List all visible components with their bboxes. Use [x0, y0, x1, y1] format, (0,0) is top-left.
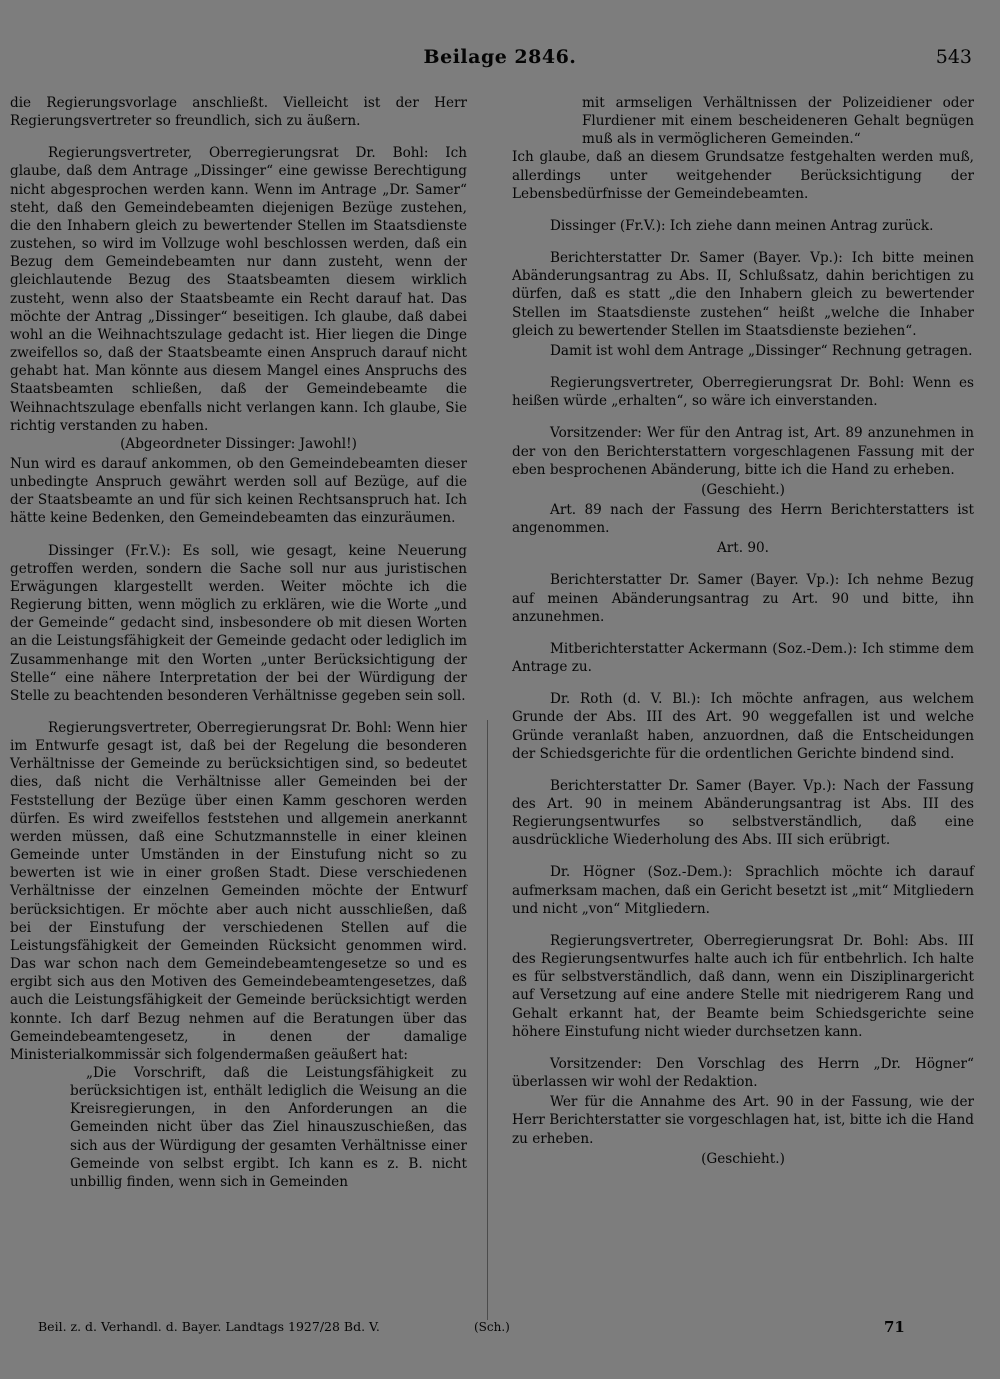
- paragraph: Vorsitzender: Wer für den Antrag ist, Art. 89 anzunehmen in der von den Berichterstattern vorgeschlagenen Fassung mit der eben besprochenen Abänderung, bitte ich die Hand zu erheben.: [512, 425, 974, 478]
- paragraph: Regierungsvertreter, Oberregierungsrat Dr. Bohl: Wenn es heißen würde „erhalten“, so wäre ich einverstanden.: [512, 375, 974, 410]
- paragraph: Dr. Högner (Soz.-Dem.): Sprachlich möchte ich darauf aufmerksam machen, daß ein Gericht besetzt ist „mit“ Mitgliedern und nicht „von“ Mitgliedern.: [512, 864, 974, 917]
- right-column: [512, 94, 974, 1182]
- paragraph: Wer für die Annahme des Art. 90 in der Fassung, wie der Herr Berichterstatter sie vorgeschlagen hat, ist, bitte ich die Hand zu erheben.: [512, 1094, 974, 1147]
- section-heading: Art. 90.: [716, 540, 770, 557]
- interjection: (Geschieht.): [701, 481, 785, 498]
- paragraph: Dissinger (Fr.V.): Ich ziehe dann meinen Antrag zurück.: [550, 217, 934, 234]
- column-divider: [487, 720, 488, 1320]
- paragraph: Nun wird es darauf ankommen, ob den Gemeindebeamten dieser unbedingte Anspruch gewährt werden soll auf Bezüge, auf die der Staatsbeamte an und für sich keinen Rechtsanspruch hat. Ich hätte keine Bedenken, den Gemeindebeamten das einzuräumen.: [10, 455, 467, 527]
- paragraph: Mitberichterstatter Ackermann (Soz.-Dem.): Ich stimme dem Antrage zu.: [512, 640, 974, 676]
- footer-signature: (Sch.): [474, 1320, 510, 1334]
- paragraph: Art. 89 nach der Fassung des Herrn Berichterstatters ist angenommen.: [512, 501, 974, 537]
- page-number: 543: [935, 46, 972, 68]
- paragraph: Damit ist wohl dem Antrage „Dissinger“ Rechnung getragen.: [550, 342, 973, 359]
- paragraph: Dissinger (Fr.V.): Es soll, wie gesagt, keine Neuerung getroffen werden, sondern die Sache soll nur aus juristischen Erwägungen klargestellt werden. Weiter möchte ich die Regierung bitten, wenn möglich zu erklären, wie die Worte „und der Gemeinde“ gedacht sind, insbesondere ob mit diesen Worten an die Leistungsfähigkeit der Gemeinde gedacht oder lediglich im Zusammenhange mit den Worten „unter Berücksichtigung der Stelle“ eine nähere Interpretation der bei der Würdigung der Stelle zu beachtenden besonderen Verhältnisse gegeben sein soll.: [10, 542, 467, 704]
- paragraph: Berichterstatter Dr. Samer (Bayer. Vp.): Ich bitte meinen Abänderungsantrag zu Abs. II, Schlußsatz, dahin berichtigen zu dürfen, daß es statt „die den Inhabern gleich zu bewertender Stellen im Staatsdienste zustehen“ heißt „welche die Inhaber gleich zu bewertender Stellen im Staatsdienste beziehen“.: [512, 250, 974, 339]
- paragraph: Berichterstatter Dr. Samer (Bayer. Vp.): Ich nehme Bezug auf meinen Abänderungsantrag zu Art. 90 und bitte, ihn anzunehmen.: [512, 572, 974, 625]
- paragraph: Regierungsvertreter, Oberregierungsrat Dr. Bohl: Abs. III des Regierungsentwurfes halte auch ich für entbehrlich. Ich halte es für selbstverständlich, daß dann, wenn ein Disziplinargericht auf Versetzung auf eine andere Stelle mit niedrigerem Rang und Gehalt erkannt hat, der Beamte beim Schiedsgerichte seine höhere Einstufung nicht wieder durchsetzen kann.: [512, 932, 974, 1040]
- paragraph: Regierungsvertreter, Oberregierungsrat Dr. Bohl: Wenn hier im Entwurfe gesagt ist, daß bei der Regelung die besonderen Verhältnisse der Gemeinde zu berücksichtigen sind, so bedeutet dies, daß nicht die Verhältnisse aller Gemeinden bei der Feststellung der Bezüge über einen Kamm geschoren werden dürfen. Es wird zweifellos feststehen und allgemein anerkannt werden müssen, daß eine Schutzmannstelle in einer kleinen Gemeinde unter Umständen in der Einstufung nicht so zu bewerten ist wie in einer großen Stadt. Diese verschiedenen Verhältnisse der einzelnen Gemeinden möchte der Entwurf berücksichtigen. Er möchte aber auch nicht ausschließen, daß bei der Einstufung der verschiedenen Stellen auf die Leistungsfähigkeit der Gemeinden Rücksicht genommen wird. Das war schon nach dem Gemeindebeamtengesetze so und es ergibt sich aus den Motiven des Gemeindebeamtengesetzes, daß auch die Leistungsfähigkeit der Gemeinde berücksichtigt werden konnte. Ich darf Bezug nehmen auf die Beratungen über das Gemeindebeamtengesetz, in denen der damalige Ministerialkommissär sich folgendermaßen geäußert hat:: [10, 720, 467, 1063]
- interjection: (Abgeordneter Dissinger: Jawohl!): [120, 435, 357, 452]
- interjection: (Geschieht.): [701, 1150, 785, 1167]
- page-header-title: Beilage 2846.: [423, 46, 577, 68]
- paragraph: Vorsitzender: Den Vorschlag des Herrn „Dr. Högner“ überlassen wir wohl der Redaktion.: [512, 1055, 974, 1091]
- paragraph: Dr. Roth (d. V. Bl.): Ich möchte anfragen, aus welchem Grunde der Abs. III des Art. 90 weggefallen ist und welche Gründe veranlaßt haben, anzuordnen, daß die Entscheidungen der Schiedsgerichte für die ordentlichen Gerichte bindend sind.: [512, 691, 974, 762]
- left-column: [10, 94, 467, 1191]
- footer-sheet-number: 71: [884, 1318, 905, 1336]
- paragraph: die Regierungsvorlage anschließt. Vielleicht ist der Herr Regierungsvertreter so freundlich, sich zu äußern.: [10, 95, 467, 130]
- quotation: „Die Vorschrift, daß die Leistungsfähigkeit zu berücksichtigen ist, enthält lediglich die Weisung an die Kreisregierungen, in den Anforderungen an die Gemeinden nicht über das Ziel hinauszuschießen, das sich aus der Würdigung der gesamten Verhältnisse einer Gemeinde von selbst ergibt. Ich kann es z. B. nicht unbillig finden, wenn sich in Gemeinden: [70, 1064, 467, 1190]
- quotation-continued: mit armseligen Verhältnissen der Polizeidiener oder Flurdiener mit einem bescheideneren Gehalt begnügen muß als in vermöglicheren Gemeinden.“: [582, 95, 974, 148]
- footer-source: Beil. z. d. Verhandl. d. Bayer. Landtags 1927/28 Bd. V.: [38, 1319, 380, 1334]
- paragraph: Ich glaube, daß an diesem Grundsatze festgehalten werden muß, allerdings unter weitgehender Berücksichtigung der Lebensbedürfnisse der Gemeindebeamten.: [512, 149, 974, 202]
- paragraph: Berichterstatter Dr. Samer (Bayer. Vp.): Nach der Fassung des Art. 90 in meinem Abänderungsantrag ist Abs. III des Regierungsentwurfes so selbstverständlich, daß eine ausdrückliche Wiederholung des Abs. III sich erübrigt.: [512, 777, 974, 849]
- paragraph: Regierungsvertreter, Oberregierungsrat Dr. Bohl: Ich glaube, daß dem Antrage „Dissinger“ eine gewisse Berechtigung nicht abgesprochen werden kann. Wenn im Antrage „Dr. Samer“ steht, daß den Gemeindebeamten diejenigen Bezüge zustehen, die den Inhabern gleich zu bewertender Stellen im Staatsdienste zustehen, so wird im Vollzuge wohl beschlossen werden, daß ein Bezug dem Gemeindebeamten nur dann zusteht, wenn der gleichlautende Bezug des Staatsbeamten diesem wirklich zusteht, wenn also der Staatsbeamte ein Recht darauf hat. Das möchte der Antrag „Dissinger“ beseitigen. Ich glaube, daß dabei wohl an die Weihnachtszulage gedacht ist. Hier liegen die Dinge zweifellos so, daß der Staatsbeamte einen Anspruch darauf nicht gehabt hat. Man könnte aus diesem Mangel eines Anspruchs des Staatsbeamten schließen, daß der Gemeindebeamte die Weihnachtszulage ebenfalls nicht verlangen kann. Ich glaube, Sie richtig verstanden zu haben.: [10, 145, 467, 434]
